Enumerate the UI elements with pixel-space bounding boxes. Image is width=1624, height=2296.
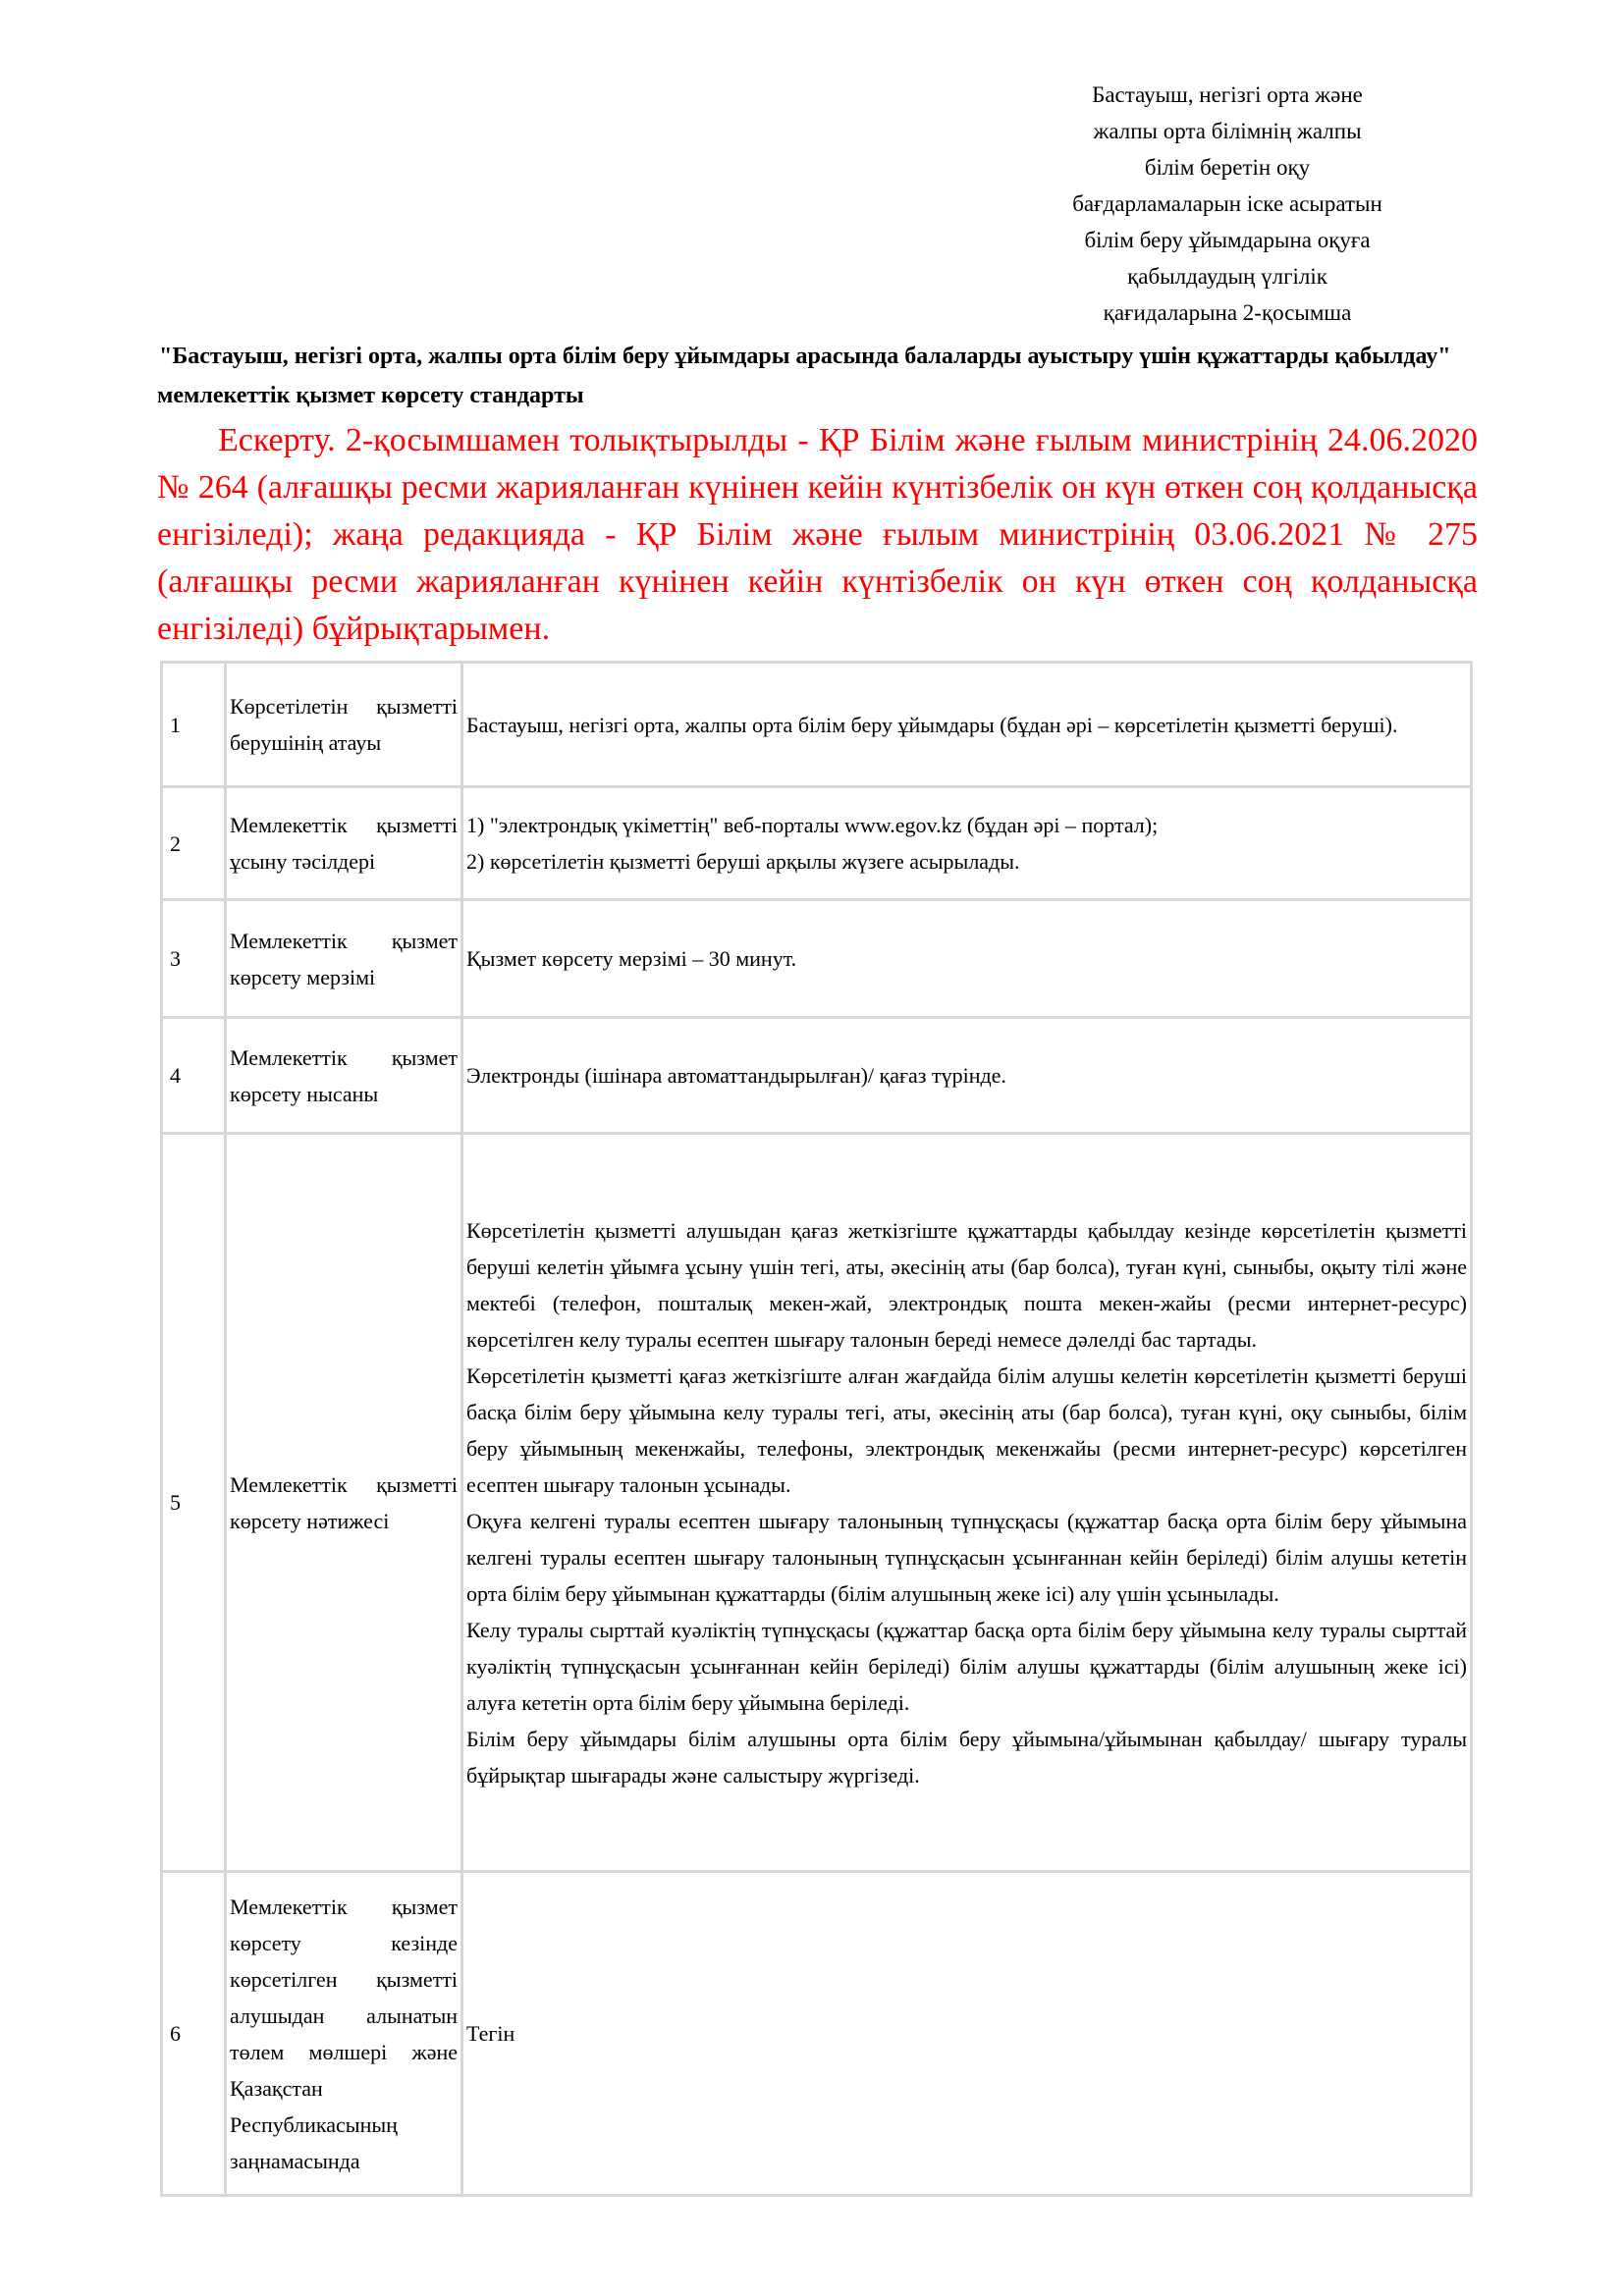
table-row <box>162 1134 1472 1872</box>
row-number: 4 <box>162 1018 226 1134</box>
value-paragraph: Электронды (ішінара автоматтандырылған)/ қағаз түрінде. <box>466 1063 1006 1088</box>
table-row <box>162 663 1472 787</box>
table-row <box>162 1872 1472 2196</box>
value-paragraph: Келу туралы сырттай куәліктің түпнұсқасы (құжаттар басқа орта білім беру ұйымына келу туралы сырттай куәліктің түпнұсқасын ұсынғаннан кейін беріледі) білім алушы құжаттарды (білім алушының жеке ісі) алуға кететін орта білім беру ұйымына беріледі. <box>466 1617 1467 1715</box>
appendix-reference <box>1011 77 1443 331</box>
row-number: 3 <box>162 900 226 1018</box>
row-value <box>462 900 1472 1018</box>
row-label: Мемлекеттік қызмет көрсету мерзімі <box>226 900 462 1018</box>
row-label: Көрсетілетін қызметті берушінің атауы <box>226 663 462 787</box>
row-label: Мемлекеттік қызметті көрсету нәтижесі <box>226 1134 462 1872</box>
row-number: 1 <box>162 663 226 787</box>
table-row <box>162 900 1472 1018</box>
value-paragraph: Тегін <box>466 2021 515 2046</box>
row-label: Мемлекеттік қызмет көрсету нысаны <box>226 1018 462 1134</box>
row-number: 2 <box>162 787 226 900</box>
table-row <box>162 787 1472 900</box>
appendix-line: қабылдаудың үлгілік <box>1127 264 1327 289</box>
appendix-line: білім беру ұйымдарына оқуға <box>1084 228 1371 252</box>
appendix-line: білім беретін оқу <box>1144 155 1311 180</box>
value-paragraph: Көрсетілетін қызметті қағаз жеткізгіште алған жағдайда білім алушы келетін көрсетілетін қызметті беруші басқа білім беру ұйымына келу туралы тегі, аты, әкесінің аты (бар болса), туған күні, оқу сыныбы, білім беру ұйымының мекенжайы, телефоны, электрондық мекенжайы (ресми интернет-ресурс) көрсетілген есептен шығару талонын ұсынады. <box>466 1362 1467 1497</box>
value-paragraph: 2) көрсетілетін қызметті беруші арқылы жүзеге асырылады. <box>466 849 1020 874</box>
row-label: Мемлекеттік қызмет көрсету кезінде көрсетілген қызметті алушыдан алынатын төлем мөлшері және Қазақстан Республикасының заңнамасында <box>226 1872 462 2196</box>
amendment-note: Ескерту. 2-қосымшамен толықтырылды - ҚР Білім және ғылым министрінің 24.06.2020 № 264 (алғашқы ресми жарияланған күнінен кейін күнтізбелік он күн өткен соң қолданысқа енгізіледі); жаңа редакцияда - ҚР Білім және ғылым министрінің 03.06.2021 № 275 (алғашқы ресми жарияланған күнінен кейін күнтізбелік он күн өткен соң қолданысқа енгізіледі) бұйрықтарымен. <box>157 422 1478 647</box>
appendix-line: қағидаларына 2-қосымша <box>1103 300 1352 325</box>
value-paragraph: Қызмет көрсету мерзімі – 30 минут. <box>466 946 797 971</box>
value-paragraph: Бастауыш, негізгі орта, жалпы орта білім беру ұйымдары (бұдан әрі – көрсетілетін қызметті беруші). <box>466 712 1398 737</box>
value-paragraph: Білім беру ұйымдары білім алушыны орта білім беру ұйымына/ұйымынан қабылдау/ шығару туралы бұйрықтар шығарады және салыстыру жүргізеді. <box>466 1726 1467 1788</box>
row-number: 6 <box>162 1872 226 2196</box>
value-paragraph: Көрсетілетін қызметті алушыдан қағаз жеткізгіште құжаттарды қабылдау кезінде көрсетілетін қызметті беруші келетін ұйымға ұсыну үшін тегі, аты, әкесінің аты (бар болса), туған күні, сыныбы, оқыту тілі және мектебі (телефон, пошталық мекен-жай, электрондық пошта мекен-жайы (ресми интернет-ресурс) көрсетілген келу туралы есептен шығару талонын береді немесе дәлелді бас тартады. <box>466 1217 1467 1352</box>
row-value <box>462 787 1472 900</box>
row-value <box>462 1134 1472 1872</box>
value-paragraph: Оқуға келгені туралы есептен шығару талонының түпнұсқасы (құжаттар басқа орта білім беру ұйымына келгені туралы есептен шығару талонының түпнұсқасын ұсынғаннан кейін беріледі) білім алушы кететін орта білім беру ұйымынан құжаттарды (білім алушының жеке ісі) алу үшін ұсынылады. <box>466 1508 1467 1606</box>
document-title: "Бастауыш, негізгі орта, жалпы орта білім беру ұйымдары арасында балаларды ауыстыру үшін құжаттарды қабылдау" мемлекеттік қызмет көрсету стандарты <box>157 344 1451 408</box>
value-paragraph: 1) "электрондық үкіметтің" веб-порталы www.egov.kz (бұдан әрі – портал); <box>466 813 1159 837</box>
appendix-line: Бастауыш, негізгі орта және <box>1092 82 1363 107</box>
service-standard-table <box>160 661 1473 2197</box>
row-value <box>462 663 1472 787</box>
row-label: Мемлекеттік қызметті ұсыну тәсілдері <box>226 787 462 900</box>
row-value <box>462 1018 1472 1134</box>
row-number: 5 <box>162 1134 226 1872</box>
table-row <box>162 1018 1472 1134</box>
appendix-line: бағдарламаларын іске асыратын <box>1072 191 1382 216</box>
appendix-line: жалпы орта білімнің жалпы <box>1093 119 1362 143</box>
row-value <box>462 1872 1472 2196</box>
